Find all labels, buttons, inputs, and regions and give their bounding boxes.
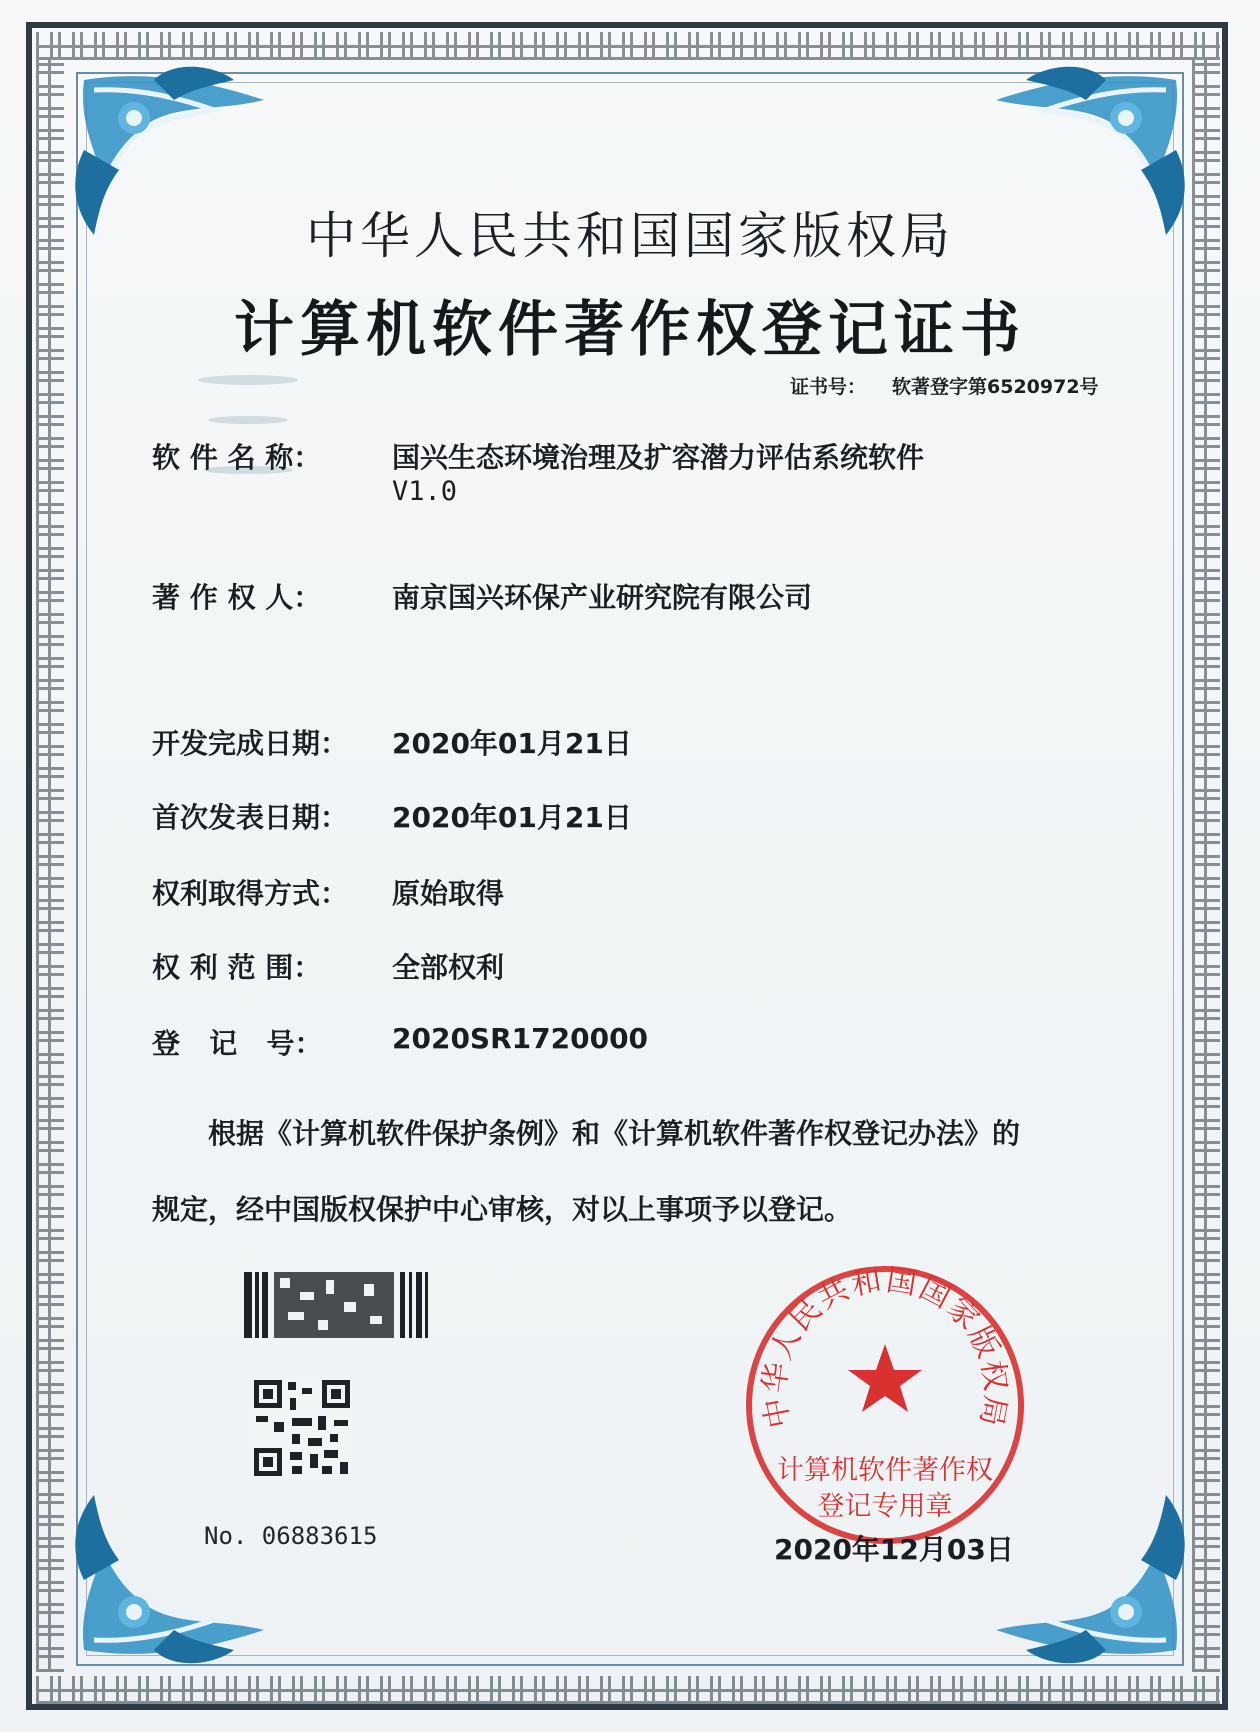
registration-number-value: 2020SR1720000 — [392, 1022, 649, 1055]
issue-date: 2020年12月03日 — [774, 1533, 1014, 1566]
registration-number-label: 登 记 号： — [152, 1027, 323, 1060]
serial-number: No. 06883615 — [204, 1522, 378, 1550]
dev-date-value: 2020年01月21日 — [392, 727, 632, 760]
software-version: V1.0 — [392, 476, 458, 507]
corner-ornament-icon — [64, 1480, 294, 1670]
certificate-number-label: 证书号： — [790, 376, 867, 398]
acquire-method-value: 原始取得 — [392, 877, 505, 910]
certificate-number — [790, 372, 1099, 399]
greek-key-border-top — [36, 32, 1220, 60]
rights-scope-label: 权 利 范 围： — [152, 951, 322, 984]
barcode-icon — [244, 1272, 430, 1338]
certificate-number-value: 软著登字第6520972号 — [892, 376, 1099, 398]
greek-key-border-bottom — [36, 1676, 1220, 1704]
acquire-method-label: 权利取得方式： — [152, 877, 349, 910]
seal-line-1: 计算机软件著作权 — [777, 1455, 993, 1486]
seal-line-2: 登记专用章 — [817, 1491, 953, 1522]
statement-line-2: 规定，经中国版权保护中心审核，对以上事项予以登记。 — [152, 1193, 853, 1226]
qr-code-icon — [252, 1378, 352, 1478]
software-name-value: 国兴生态环境治理及扩容潜力评估系统软件 — [392, 441, 925, 474]
seal-ring-text: 中华人民共和国国家版权局 — [756, 1262, 1014, 1431]
owner-value: 南京国兴环保产业研究院有限公司 — [392, 581, 813, 614]
software-name-label: 软 件 名 称： — [152, 441, 322, 474]
pub-date-label: 首次发表日期： — [152, 801, 349, 834]
statement-line-1: 根据《计算机软件保护条例》和《计算机软件著作权登记办法》的 — [208, 1117, 1021, 1150]
issuing-authority: 中华人民共和国国家版权局 — [306, 207, 954, 265]
owner-label: 著 作 权 人： — [152, 581, 322, 614]
pub-date-value: 2020年01月21日 — [392, 801, 632, 834]
dev-date-label: 开发完成日期： — [152, 727, 349, 760]
certificate-title: 计算机软件著作权登记证书 — [234, 295, 1026, 365]
rights-scope-value: 全部权利 — [392, 951, 505, 984]
